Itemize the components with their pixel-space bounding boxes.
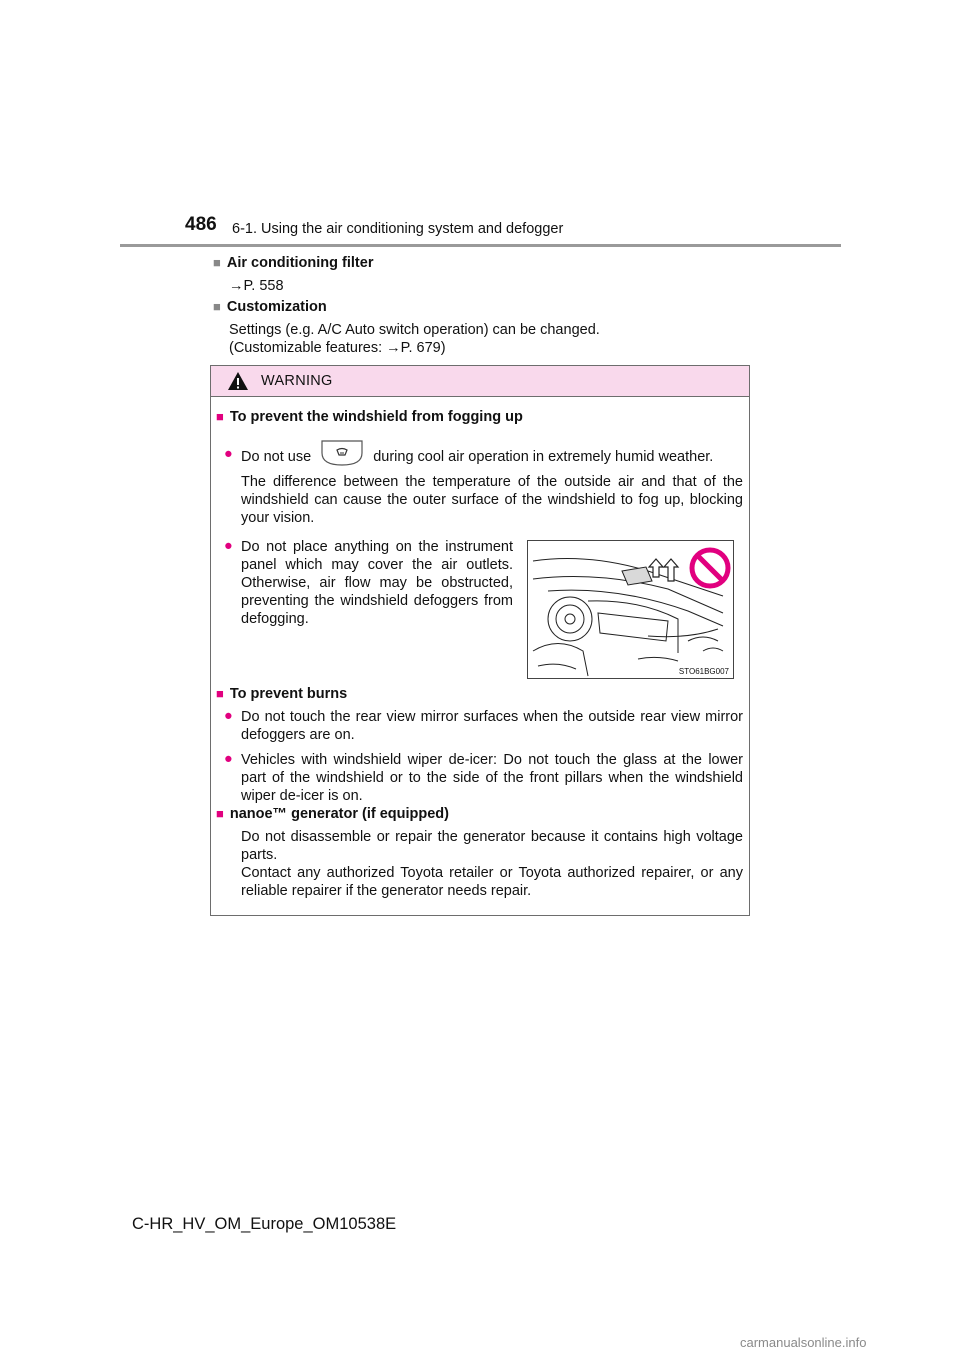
dashboard-illustration: [527, 540, 734, 679]
nanoe-paragraph-1: Do not disassemble or repair the generator because it contains high voltage parts.: [241, 829, 743, 863]
page-number: 486: [185, 214, 217, 235]
customization-text-line-2[interactable]: (Customizable features: →P. 679): [229, 340, 446, 356]
windshield-defogger-button-icon: [319, 438, 365, 468]
square-bullet-icon: ■: [213, 299, 221, 314]
round-bullet-icon: ●: [224, 708, 233, 724]
page-reference-link[interactable]: →P. 558: [229, 278, 284, 294]
round-bullet-icon: ●: [224, 751, 233, 767]
nanoe-paragraph-2: Contact any authorized Toyota retailer or Toyota authorized repairer, or any reliable repairer if the generator needs repair.: [241, 865, 743, 899]
customization-text-line-1: Settings (e.g. A/C Auto switch operation) can be changed.: [229, 322, 600, 338]
heading-air-conditioning-filter: ■ Air conditioning filter: [213, 255, 374, 271]
warning-box: [210, 365, 750, 916]
bullet-instrument-panel: Do not place anything on the instrument panel which may cover the air outlets. Otherwise, air flow may be obstructed, preventing the windshield defoggers from defogging.: [241, 539, 513, 627]
header-rule: [120, 244, 841, 247]
round-bullet-icon: ●: [224, 446, 233, 462]
heading-customization: ■ Customization: [213, 299, 327, 315]
square-bullet-icon: ■: [213, 255, 221, 270]
heading-prevent-burns: ■ To prevent burns: [216, 686, 348, 702]
warning-header: [211, 366, 749, 397]
warning-triangle-icon: [227, 371, 249, 391]
bullet-do-not-use: Do not use during cool air operation in extremely humid weather.: [241, 446, 743, 468]
warning-title: WARNING: [261, 373, 333, 389]
prohibited-icon: [692, 550, 728, 586]
section-title: 6-1. Using the air conditioning system and defogger: [232, 221, 564, 237]
heading-prevent-fogging: ■ To prevent the windshield from fogging up: [216, 409, 523, 425]
heading-nanoe-generator: ■ nanoe™ generator (if equipped): [216, 806, 449, 822]
document-footer: C-HR_HV_OM_Europe_OM10538E: [132, 1215, 397, 1233]
square-bullet-icon: ■: [216, 806, 224, 821]
dashboard-drawing: [528, 541, 733, 678]
square-bullet-icon: ■: [216, 409, 224, 424]
bullet-rear-view-mirror: Do not touch the rear view mirror surfaces when the outside rear view mirror defoggers are on.: [241, 709, 743, 743]
square-bullet-icon: ■: [216, 686, 224, 701]
round-bullet-icon: ●: [224, 538, 233, 554]
fogging-explanation: The difference between the temperature of the outside air and that of the windshield can cause the outer surface of the windshield to fog up, blocking your vision.: [241, 474, 743, 526]
bullet-wiper-de-icer: Vehicles with windshield wiper de-icer: Do not touch the glass at the lower part of the windshield or to the side of the front pillars when the windshield wiper de-icer is on.: [241, 752, 743, 804]
illustration-code: STO61BG007: [678, 667, 729, 676]
watermark: carmanualsonline.info: [740, 1335, 867, 1350]
